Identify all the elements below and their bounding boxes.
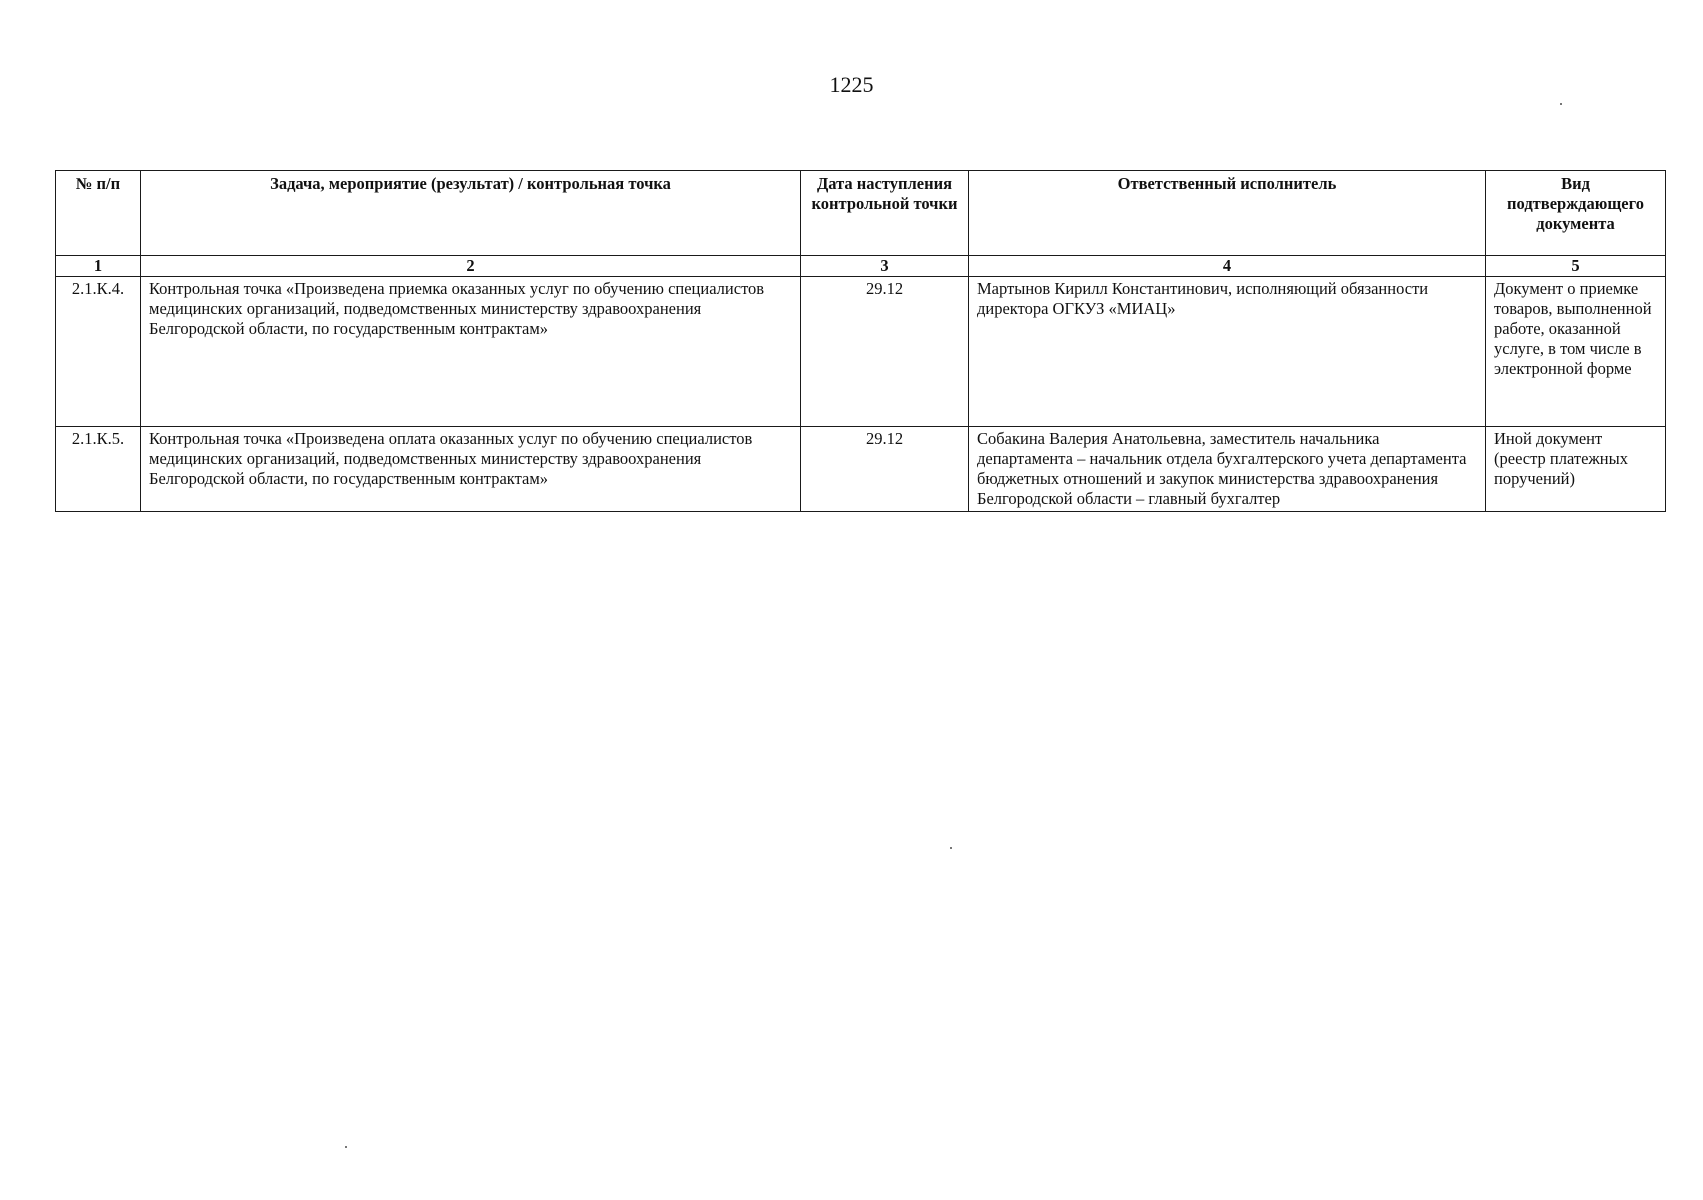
column-number: 5 <box>1486 256 1666 277</box>
header-date: Дата наступления контрольной точки <box>801 171 969 256</box>
column-number: 3 <box>801 256 969 277</box>
row-task: Контрольная точка «Произведена оплата оказанных услуг по обучению специалистов медицинских организаций, подведомственных министерству здравоохранения Белгородской области, по государственным контрактам» <box>141 427 801 512</box>
control-points-table <box>55 170 1666 512</box>
column-number: 4 <box>969 256 1486 277</box>
page-number: 1225 <box>829 72 874 97</box>
row-date: 29.12 <box>801 277 969 427</box>
scan-speck <box>1560 103 1562 105</box>
header-responsible: Ответственный исполнитель <box>969 171 1486 256</box>
scan-speck <box>345 1146 347 1148</box>
header-num: № п/п <box>56 171 141 256</box>
row-task: Контрольная точка «Произведена приемка оказанных услуг по обучению специалистов медицинских организаций, подведомственных министерству здравоохранения Белгородской области, по государственным контрактам» <box>141 277 801 427</box>
header-document: Вид подтверждающего документа <box>1486 171 1666 256</box>
column-number-row <box>56 256 1666 277</box>
header-task: Задача, мероприятие (результат) / контрольная точка <box>141 171 801 256</box>
row-number: 2.1.К.5. <box>56 427 141 512</box>
row-document: Иной документ (реестр платежных поручений) <box>1486 427 1666 512</box>
row-number: 2.1.К.4. <box>56 277 141 427</box>
column-number: 2 <box>141 256 801 277</box>
row-document: Документ о приемке товаров, выполненной работе, оказанной услуге, в том числе в электронной форме <box>1486 277 1666 427</box>
scan-speck <box>950 847 952 849</box>
row-responsible: Собакина Валерия Анатольевна, заместитель начальника департамента – начальник отдела бухгалтерского учета департамента бюджетных отношений и закупок министерства здравоохранения Белгородской области – главный бухгалтер <box>969 427 1486 512</box>
table-row <box>56 277 1666 427</box>
column-number: 1 <box>56 256 141 277</box>
row-date: 29.12 <box>801 427 969 512</box>
header-row <box>56 171 1666 256</box>
row-responsible: Мартынов Кирилл Константинович, исполняющий обязанности директора ОГКУЗ «МИАЦ» <box>969 277 1486 427</box>
table-row <box>56 427 1666 512</box>
